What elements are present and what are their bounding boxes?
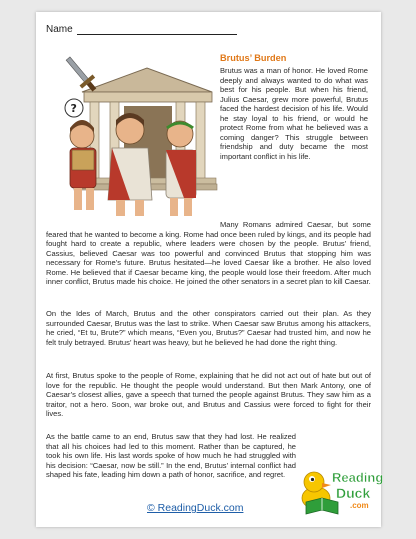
story-paragraph-intro: Brutus was a man of honor. He loved Rome deeply and always wanted to do what was best for his people. But when his friend, Julius Caesar, grew more powerful, Brutus faced the hardest decision of his life. Would he stay loyal to his friend, or would he protect Rome from what he believed was a coming danger? This struggle between friendship and duty became the most important conflict in his life.	[220, 66, 368, 161]
name-line[interactable]	[77, 25, 237, 35]
reading-duck-logo	[298, 462, 384, 520]
story-paragraph-1: Many Romans admired Caesar, but some feared that he wanted to become a king. Rome had once been ruled by kings, and its people had fought hard to create a republic, where leaders were chosen by the people. Brutus’ friend, Cassius, believed Caesar was too powerful and convinced Brutus that stopping him was necessary for Rome’s future. Brutus hesitated—he loved Caesar like a brother. He also loved Rome. He believed that if Caesar became king, the people would lose their freedom. After much inner conflict, Brutus made his choice. He joined the other senators in a secret plan to kill Caesar.	[46, 220, 371, 287]
story-paragraph-4: As the battle came to an end, Brutus saw that they had lost. He realized that all his choices had led to this moment. Rather than be captured, he took his own life. His last words spoke of how much he had struggled with his decision: “Caesar, now be still.” In the end, Brutus’ internal conflict had shaped his fate, leading him down a path of honor, sacrifice, and regret.	[46, 432, 296, 480]
logo-text-top: Reading	[332, 470, 384, 485]
name-field[interactable]	[46, 24, 237, 35]
svg-text:?: ?	[70, 102, 77, 115]
name-label: Name	[46, 24, 73, 35]
worksheet-page	[36, 12, 384, 527]
story-title: Brutus’ Burden	[220, 53, 287, 63]
story-paragraph-2: On the Ides of March, Brutus and the other conspirators carried out their plan. As they surrounded Caesar, Brutus was the last to strike. When Caesar saw Brutus among his attackers, he cried, “Et tu, Brute?” which means, “Even you, Brutus?” Caesar had trusted him, and now he felt truly betrayed. Brutus’ heart was heavy, but he believed he had done the right thing.	[46, 309, 371, 347]
logo-text-bottom: Duck	[336, 485, 371, 501]
logo-suffix: .com	[350, 501, 369, 510]
story-paragraph-3: At first, Brutus spoke to the people of Rome, explaining that he did not act out of hate but out of love for the republic. He thought the people would understand. But then Mark Antony, one of Caesar’s closest allies, gave a speech that turned the people against Brutus. They saw him as a traitor, not a hero. Soon, war broke out, and Brutus and Cassius were forced to fight for their lives.	[46, 371, 371, 419]
roman-temple-illustration	[52, 50, 217, 222]
readingduck-link[interactable]: © ReadingDuck.com	[147, 502, 244, 514]
